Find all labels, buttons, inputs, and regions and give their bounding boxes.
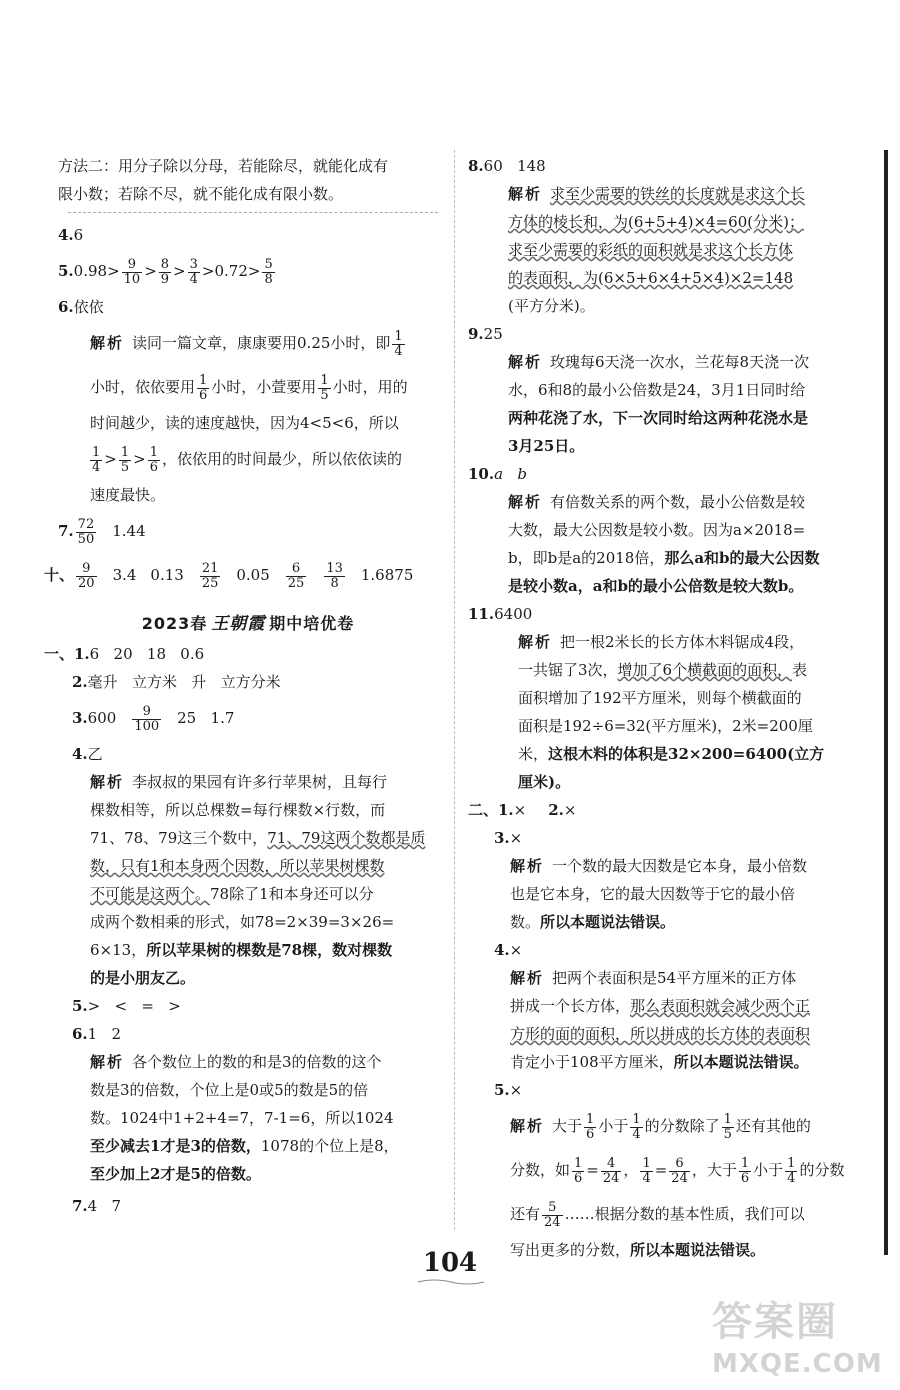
section-title: 2023春 王朝霞 期中培优卷 [141,614,355,634]
analysis-q11-line2: 一共锯了3次，增加了6个横截面的面积，表 [518,661,808,679]
fraction: $\frac{9}{20}$ [78,560,95,591]
analysis-r5-line3: 还有 $\frac{5}{24}$ ……根据分数的基本性质，我们可以 [510,1199,805,1230]
analysis-q6-line3: 时间越少，读的速度越快，因为4<5<6，所以 [90,414,399,432]
page-number-ornament [416,1278,486,1286]
analysis-r4-line4: 肯定小于108平方厘米，所以本题说法错误。 [510,1053,809,1071]
analysis-label: 解析 [90,1053,125,1071]
answer-p2: 2.毫升 立方米 升 立方分米 [72,673,281,691]
answer-p4: 4.乙 [72,745,103,763]
column-divider [454,150,455,1230]
analysis-p6-line1: 解析 各个数位上的数的和是3的倍数的这个 [90,1053,382,1071]
left-column [44,152,438,1220]
analysis-r4-line1: 解析 把两个表面积是54平方厘米的正方体 [510,969,797,987]
fraction: $\frac{3}{4}$ [189,256,198,287]
analysis-label: 解析 [508,185,543,203]
analysis-q8-line2: 方体的棱长和，为(6+5+4)×4=60(分米)； [508,213,804,231]
answer-r5: 5.× [494,1081,523,1099]
analysis-r5-line2: 分数，如 $\frac{1}{6}$ = $\frac{4}{24}$ ， $\frac{1}{4}$ = $\frac{6}{24}$ ，大于 $\frac{1}{6}$ 小于 $\frac{1}{4}$ 的分数 [510,1155,845,1186]
watermark [712,1290,892,1385]
analysis-p4-line2: 棵数相等，所以总棵数=每行棵数×行数，而 [90,801,386,819]
answer-p1: 一、1.6 20 18 0.6 [44,645,205,663]
analysis-label: 解析 [508,493,543,511]
fraction: $\frac{4}{24}$ [602,1155,620,1186]
analysis-p6-line3: 数。1024中1+2+4=7，7-1=6，所以1024 [90,1109,394,1127]
analysis-p6-line2: 数是3的倍数，个位上是0或5的数是5的倍 [90,1081,369,1099]
fraction: $\frac{13}{8}$ [326,560,343,591]
fraction: $\frac{1}{4}$ [787,1155,796,1186]
analysis-q9-line2: 水，6和8的最小公倍数是24，3月1日同时给 [508,381,806,399]
page-number: 104 [422,1248,478,1278]
answer-section-10: 十、 $\frac{9}{20}$ 3.4 0.13 $\frac{21}{25}$ 0.05 $\frac{6}{25}$ $\frac{13}{8}$ 1.6875 [44,560,414,591]
watermark-logo: 答案圈 [712,1299,838,1345]
analysis-label: 解析 [508,353,543,371]
analysis-q11-line3: 面积增加了192平方厘米，则每个横截面的 [518,689,802,707]
answer-q7: 7. $\frac{72}{50}$ 1.44 [58,516,146,547]
answer-q11: 11.6400 [468,605,533,623]
brand-logo: 王朝霞 [211,614,266,634]
analysis-q6-line1: 解析 读同一篇文章，康康要用0.25小时，即 $\frac{1}{4}$ [90,328,403,359]
fraction: $\frac{1}{4}$ [394,328,403,359]
fraction: $\frac{1}{6}$ [149,444,158,475]
analysis-p6-line5: 至少加上2才是5的倍数。 [90,1165,261,1183]
analysis-label: 解析 [90,334,125,352]
watermark-url: MXQE.COM [712,1349,883,1379]
analysis-p4-line1: 解析 李叔叔的果园有许多行苹果树，且每行 [90,773,388,791]
analysis-q11-line5: 米，这根木料的体积是32×200=6400(立方 [518,745,825,763]
fraction: $\frac{1}{5}$ [320,372,329,403]
fraction: $\frac{1}{5}$ [723,1111,732,1142]
fraction: $\frac{5}{24}$ [544,1199,561,1230]
answer-q9: 9.25 [468,325,503,343]
answer-q4: 4.6 [58,226,84,244]
fraction: $\frac{1}{4}$ [632,1111,641,1142]
analysis-p4-line5: 不可能是这两个。78除了1和本身还可以分 [90,885,374,903]
analysis-q6-line2: 小时，依依要用 $\frac{1}{6}$ 小时，小萱要用 $\frac{1}{5}$ 小时，用的 [90,372,408,403]
analysis-p4-line7: 6×13，所以苹果树的棵数是78棵，数对棵数 [90,941,393,959]
fraction: $\frac{6}{24}$ [671,1155,688,1186]
analysis-p6-line4: 至少减去1才是3的倍数，1078的个位上是8， [90,1137,399,1155]
analysis-q11-line6: 厘米)。 [518,773,571,791]
analysis-q9-line1: 解析 玫瑰每6天浇一次水，兰花每8天浇一次 [508,353,810,371]
analysis-label: 解析 [518,633,553,651]
page-edge-bar [884,150,888,1255]
answer-q8: 8.60 148 [468,157,546,175]
analysis-r4-line2: 拼成一个长方体，那么表面积就会减少两个正 [510,997,811,1015]
answer-q10: 10.a b [468,465,527,483]
fraction: $\frac{1}{6}$ [574,1155,583,1186]
analysis-r3-line3: 数。所以本题说法错误。 [510,913,676,931]
analysis-q11-line4: 面积是192÷6=32(平方厘米)，2米=200厘 [518,717,813,735]
fraction: $\frac{5}{8}$ [264,256,273,287]
analysis-label: 解析 [510,857,545,875]
fraction: $\frac{1}{6}$ [199,372,208,403]
continued-text-1: 方法二：用分子除以分母，若能除尽，就能化成有 [58,157,389,175]
analysis-p4-line8: 的是小朋友乙。 [90,969,196,987]
fraction: $\frac{9}{100}$ [134,703,160,734]
answer-q6: 6.依依 [58,298,104,316]
analysis-r5-line4: 写出更多的分数，所以本题说法错误。 [510,1241,766,1259]
fraction: $\frac{1}{6}$ [586,1111,595,1142]
analysis-label: 解析 [510,1117,545,1135]
answer-p6: 6.1 2 [72,1025,122,1043]
fraction: $\frac{1}{5}$ [120,444,130,475]
analysis-p4-line3: 71、78、79这三个数中，71、79这两个数都是质 [90,829,426,847]
analysis-p4-line4: 数，只有1和本身两个因数，所以苹果树棵数 [90,857,385,875]
analysis-q6-line4: $\frac{1}{4}$ > $\frac{1}{5}$ > $\frac{1}{6}$ ，依依用的时间最少，所以依依读的 [92,444,403,475]
fraction: $\frac{72}{50}$ [77,516,95,547]
analysis-r3-line2: 也是它本身，它的最大因数等于它的最小倍 [510,885,796,903]
analysis-q11-line1: 解析 把一根2米长的长方体木料锯成4段， [518,633,805,651]
fraction: $\frac{9}{10}$ [123,256,141,287]
fraction: $\frac{21}{25}$ [201,560,219,591]
analysis-q8-line1: 解析 求至少需要的铁丝的长度就是求这个长 [508,185,806,203]
analysis-q8-line5: (平方分米)。 [508,297,595,315]
dashed-separator [68,212,438,213]
answer-section-2: 二、1.× 2.× [468,801,577,819]
analysis-q8-line3: 求至少需要的彩纸的面积就是求这个长方体 [508,241,794,259]
fraction: $\frac{1}{4}$ [642,1155,651,1186]
analysis-q6-line5: 速度最快。 [90,486,166,504]
answer-q5: 5.0.98> $\frac{9}{10}$ > $\frac{8}{9}$ > $\frac{3}{4}$ >0.72> $\frac{5}{8}$ [58,256,273,287]
analysis-q9-line4: 3月25日。 [508,437,585,455]
fraction: $\frac{1}{4}$ [92,444,101,475]
analysis-q10-line3: b，即b是a的2018倍，那么a和b的最大公因数 [508,549,820,567]
answer-p7: 7.4 7 [72,1197,122,1215]
analysis-q10-line2: 大数，最大公因数是较小数。因为a×2018= [508,521,806,539]
analysis-q10-line4: 是较小数a，a和b的最小公倍数是较大数b。 [508,577,804,595]
analysis-q9-line3: 两种花浇了水，下一次同时给这两种花浇水是 [508,409,809,427]
answer-r4: 4.× [494,941,523,959]
analysis-r4-line3: 方形的面的面积，所以拼成的长方体的表面积 [510,1025,811,1043]
analysis-p4-line6: 成两个数相乘的形式，如78=2×39=3×26= [90,913,395,931]
answer-p3: 3.600 $\frac{9}{100}$ 25 1.7 [72,703,235,734]
analysis-q10-line1: 解析 有倍数关系的两个数，最小公倍数是较 [508,493,806,511]
analysis-label: 解析 [510,969,545,987]
continued-text-2: 限小数；若除不尽，就不能化成有限小数。 [58,185,344,203]
answer-r3: 3.× [494,829,523,847]
analysis-r5-line1: 解析 大于 $\frac{1}{6}$ 小于 $\frac{1}{4}$ 的分数除了 $\frac{1}{5}$ 还有其他的 [510,1111,811,1142]
answer-p5: 5.> < = > [72,997,181,1015]
analysis-label: 解析 [90,773,125,791]
fraction: $\frac{8}{9}$ [160,256,170,287]
fraction: $\frac{6}{25}$ [287,560,305,591]
fraction: $\frac{1}{6}$ [740,1155,750,1186]
right-column [468,152,860,1264]
analysis-r3-line1: 解析 一个数的最大因数是它本身，最小倍数 [510,857,808,875]
analysis-q8-line4: 的表面积，为(6×5+6×4+5×4)×2=148 [508,269,794,287]
